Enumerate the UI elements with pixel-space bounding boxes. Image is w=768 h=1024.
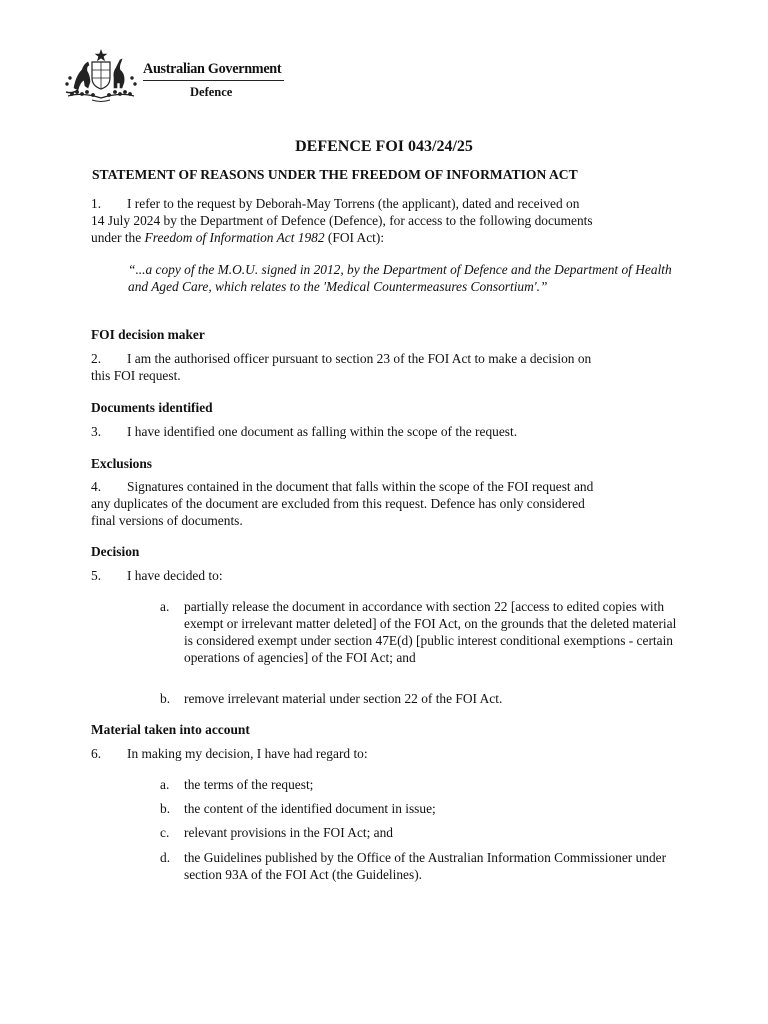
list-item-text: the content of the identified document in issue; bbox=[184, 801, 436, 816]
paragraph-text: (FOI Act): bbox=[324, 230, 385, 245]
paragraph-text: Signatures contained in the document that falls within the scope of the FOI request and bbox=[127, 479, 594, 494]
list-item bbox=[160, 598, 680, 666]
document-subtitle: STATEMENT OF REASONS UNDER THE FREEDOM OF INFORMATION ACT bbox=[92, 167, 578, 182]
paragraph-text: final versions of documents. bbox=[91, 513, 243, 528]
paragraph-number: 4. bbox=[91, 479, 102, 494]
list-item bbox=[160, 690, 680, 707]
request-quote: “...a copy of the M.O.U. signed in 2012, by the Department of Defence and the Department of Health and Aged Care, which relates to the 'Medical Countermeasures Consortium'.” bbox=[128, 262, 672, 294]
paragraph-number: 3. bbox=[91, 424, 102, 439]
document-title: DEFENCE FOI 043/24/25 bbox=[295, 138, 473, 155]
paragraph-2 bbox=[91, 350, 681, 384]
paragraph-number: 6. bbox=[91, 746, 102, 761]
paragraph-text: under the bbox=[91, 230, 145, 245]
list-item bbox=[160, 849, 680, 883]
coat-of-arms-icon bbox=[62, 48, 140, 104]
list-item-letter: b. bbox=[160, 691, 171, 706]
list-item-text: relevant provisions in the FOI Act; and bbox=[184, 825, 394, 840]
department-name: Defence bbox=[190, 85, 233, 99]
paragraph-6 bbox=[91, 745, 681, 762]
paragraph-text: I have decided to: bbox=[127, 568, 223, 583]
paragraph-5 bbox=[91, 567, 681, 584]
paragraph-text: 14 July 2024 by the Department of Defence (Defence), for access to the following documents bbox=[91, 213, 593, 228]
section-heading: Decision bbox=[91, 544, 140, 559]
list-item-letter: a. bbox=[160, 599, 170, 614]
header-divider bbox=[143, 80, 284, 81]
section-heading: Material taken into account bbox=[91, 722, 250, 737]
paragraph-text: this FOI request. bbox=[91, 368, 181, 383]
section-heading: FOI decision maker bbox=[91, 327, 205, 342]
government-logo bbox=[62, 48, 292, 104]
paragraph-text: I am the authorised officer pursuant to section 23 of the FOI Act to make a decision on bbox=[127, 351, 592, 366]
paragraph-number: 5. bbox=[91, 568, 102, 583]
paragraph-number: 2. bbox=[91, 351, 102, 366]
government-name: Australian Government bbox=[143, 61, 282, 77]
list-item bbox=[160, 776, 680, 793]
paragraph-text: I refer to the request by Deborah-May Torrens (the applicant), dated and received on bbox=[127, 196, 580, 211]
list-item-text: the terms of the request; bbox=[184, 777, 314, 792]
paragraph-number: 1. bbox=[91, 196, 102, 211]
list-item-letter: b. bbox=[160, 801, 171, 816]
list-item-text: partially release the document in accordance with section 22 [access to edited copies with exempt or irrelevant matter deleted] of the FOI Act, on the grounds that the deleted material is considered exempt under section 47E(d) [public interest conditional exemptions - certain operations of agencies] of the FOI Act; and bbox=[184, 599, 677, 665]
act-title: Freedom of Information Act 1982 bbox=[144, 230, 325, 245]
list-item-letter: a. bbox=[160, 777, 170, 792]
list-item bbox=[160, 800, 680, 817]
section-heading: Documents identified bbox=[91, 400, 213, 415]
paragraph-1 bbox=[91, 195, 681, 246]
paragraph-text: any duplicates of the document are excluded from this request. Defence has only considered bbox=[91, 496, 585, 511]
paragraph-3 bbox=[91, 423, 681, 440]
list-item-text: the Guidelines published by the Office of the Australian Information Commissioner under section 93A of the FOI Act (the Guidelines). bbox=[184, 850, 667, 882]
paragraph-4 bbox=[91, 478, 681, 529]
list-item-letter: c. bbox=[160, 825, 170, 840]
paragraph-text: In making my decision, I have had regard to: bbox=[127, 746, 368, 761]
paragraph-text: I have identified one document as falling within the scope of the request. bbox=[127, 424, 518, 439]
list-item-text: remove irrelevant material under section 22 of the FOI Act. bbox=[184, 691, 503, 706]
list-item bbox=[160, 824, 680, 841]
list-item-letter: d. bbox=[160, 850, 171, 865]
section-heading: Exclusions bbox=[91, 456, 153, 471]
